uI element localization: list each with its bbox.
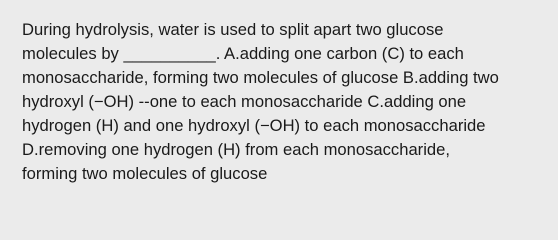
- question-text: During hydrolysis, water is used to split apart two glucose molecules by __________. A.adding one carbon (C) to each monosaccharide, forming two molecules of glucose B.adding two hydroxyl (−OH) --one to each monosaccharide C.adding one hydrogen (H) and one hydroxyl (−OH) to each monosaccharide D.removing one hydrogen (H) from each monosaccharide, forming two molecules of glucose: [22, 20, 499, 183]
